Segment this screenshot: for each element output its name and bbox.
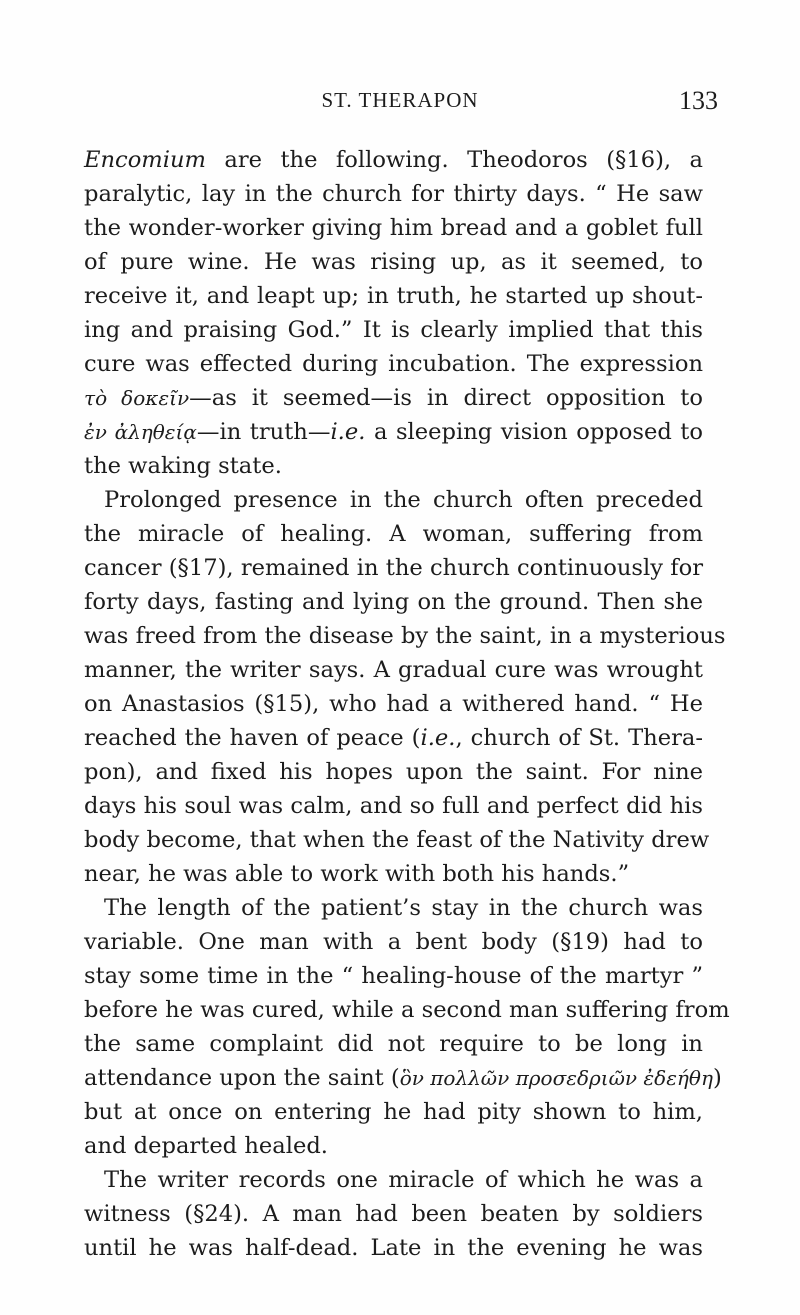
text-line: the waking state. — [84, 453, 282, 479]
running-head — [0, 88, 800, 116]
text-line: was freed from the disease by the saint, in a mysterious — [84, 623, 726, 649]
text-line: the same complaint did not require to be long in — [84, 1031, 703, 1057]
text-line: ἐν ἀληθείᾳ—in truth—i.e. a sleeping vision opposed to — [84, 419, 703, 445]
text-line: and departed healed. — [84, 1133, 328, 1159]
greek-phrase: τὸ δοκεῖν — [84, 386, 190, 410]
text-line: The length of the patient’s stay in the church was — [104, 895, 703, 921]
text-line: the wonder-worker giving him bread and a goblet full — [84, 215, 703, 241]
text-line: the miracle of healing. A woman, suffering from — [84, 521, 703, 547]
text-line: stay some time in the “ healing-house of the martyr ” — [84, 963, 703, 989]
text-line: until he was half-dead. Late in the evening he was — [84, 1235, 703, 1261]
text-line: near, he was able to work with both his hands.” — [84, 861, 630, 887]
text-line: attendance upon the saint (ὃν πολλῶν προσεδριῶν ἐδεήθη) — [84, 1065, 722, 1091]
text-line: Prolonged presence in the church often preceded — [104, 487, 703, 513]
text-line: cure was effected during incubation. The expression — [84, 351, 703, 377]
greek-phrase: ἐν ἀληθείᾳ — [84, 420, 197, 444]
text-line: reached the haven of peace (i.e., church of St. Thera- — [84, 725, 703, 751]
text-line: receive it, and leapt up; in truth, he started up shout- — [84, 283, 703, 309]
text-line: paralytic, lay in the church for thirty days. “ He saw — [84, 181, 703, 207]
text-line: body become, that when the feast of the Nativity drew — [84, 827, 710, 853]
greek-phrase: ὃν πολλῶν προσεδριῶν ἐδεήθη — [399, 1066, 713, 1090]
text-line: τὸ δοκεῖν—as it seemed—is in direct opposition to — [84, 385, 703, 411]
running-title: ST. THERAPON — [321, 88, 479, 112]
page-number: 133 — [679, 86, 718, 115]
text-line: cancer (§17), remained in the church continuously for — [84, 555, 703, 581]
text-line: Encomium are the following. Theodoros (§16), a — [84, 147, 703, 173]
text-line: but at once on entering he had pity shown to him, — [84, 1099, 703, 1125]
text-line: witness (§24). A man had been beaten by soldiers — [84, 1201, 703, 1227]
text-line: forty days, fasting and lying on the ground. Then she — [84, 589, 703, 615]
text-line: ing and praising God.” It is clearly implied that this — [84, 317, 703, 343]
text-line: variable. One man with a bent body (§19) had to — [84, 929, 703, 955]
text-line: on Anastasios (§15), who had a withered hand. “ He — [84, 691, 703, 717]
text-line: manner, the writer says. A gradual cure was wrought — [84, 657, 703, 683]
text-line: days his soul was calm, and so full and perfect did his — [84, 793, 703, 819]
text-line: of pure wine. He was rising up, as it seemed, to — [84, 249, 703, 275]
text-line: The writer records one miracle of which he was a — [104, 1167, 703, 1193]
text-line: pon), and fixed his hopes upon the saint. For nine — [84, 759, 703, 785]
text-line: before he was cured, while a second man suffering from — [84, 997, 730, 1023]
